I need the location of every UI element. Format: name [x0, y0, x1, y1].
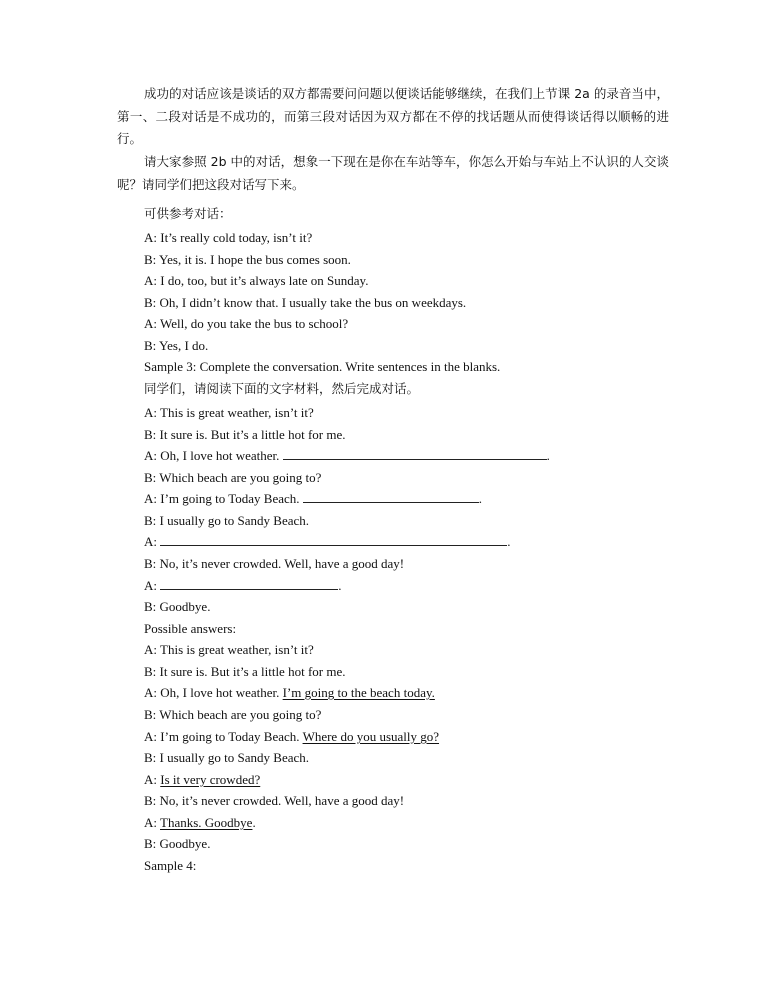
dialog-line: B: Yes, it is. I hope the bus comes soon. [144, 252, 351, 267]
answer-period: . [252, 815, 256, 830]
exercise-prompt: A: Oh, I love hot weather. [144, 448, 280, 463]
exercise-line: B: Goodbye. [144, 599, 211, 614]
answer-blank-1[interactable] [283, 447, 547, 460]
answer-prompt: A: Oh, I love hot weather. [144, 685, 280, 700]
answers-label: Possible answers: [144, 621, 237, 636]
exercise-line [144, 533, 511, 551]
sample3-title: Sample 3: Complete the conversation. Write sentences in the blanks. [144, 359, 501, 374]
exercise-line: B: I usually go to Sandy Beach. [144, 513, 310, 528]
answer-text: Is it very crowded? [160, 772, 261, 787]
answer-blank-2[interactable] [303, 490, 479, 503]
dialog-line: A: Well, do you take the bus to school? [144, 316, 349, 331]
answer-prompt: A: I’m going to Today Beach. [144, 729, 300, 744]
exercise-prompt: A: I’m going to Today Beach. [144, 491, 300, 506]
answer-line: B: I usually go to Sandy Beach. [144, 750, 310, 765]
answer-prompt: A: [144, 815, 157, 830]
blank-end: . [546, 448, 550, 463]
sample4-title: Sample 4: [144, 858, 197, 873]
answer-line: A: This is great weather, isn’t it? [144, 642, 314, 657]
dialog-line: B: Yes, I do. [144, 338, 209, 353]
reference-label: 可供参考对话： [144, 206, 232, 221]
exercise-line: B: No, it’s never crowded. Well, have a good day! [144, 556, 405, 571]
exercise-line: B: It sure is. But it’s a little hot for me. [144, 427, 346, 442]
exercise-prompt: A: [144, 578, 157, 593]
answer-line: B: It sure is. But it’s a little hot for me. [144, 664, 346, 679]
exercise-line [144, 490, 482, 508]
exercise-line: B: Which beach are you going to? [144, 470, 322, 485]
intro-paragraph-2: 请大家参照 2b 中的对话，想象一下现在是你在车站等车，你怎么开始与车站上不认识的人交谈呢？请同学们把这段对话写下来。 [117, 154, 669, 192]
answer-blank-3[interactable] [160, 533, 507, 546]
answer-line [144, 771, 260, 789]
answer-text: Thanks. Goodbye [160, 815, 253, 830]
answer-line [144, 684, 435, 702]
exercise-line: A: This is great weather, isn’t it? [144, 405, 314, 420]
answer-prompt: A: [144, 772, 157, 787]
exercise-prompt: A: [144, 534, 157, 549]
intro-paragraph-1: 成功的对话应该是谈话的双方都需要问问题以便谈话能够继续，在我们上节课 2a 的录音当中，第一、二段对话是不成功的，而第三段对话因为双方都在不停的找话题从而使得谈话得以顺畅的进行。 [117, 86, 669, 146]
answer-blank-4[interactable] [160, 577, 338, 590]
answer-line: B: No, it’s never crowded. Well, have a good day! [144, 793, 405, 808]
blank-end: . [478, 491, 483, 506]
exercise-line [144, 447, 550, 465]
answer-line [144, 814, 256, 832]
sample3-instruction: 同学们，请阅读下面的文字材料，然后完成对话。 [144, 381, 420, 396]
answer-text: Where do you usually go? [302, 729, 440, 744]
dialog-line: A: It’s really cold today, isn’t it? [144, 230, 313, 245]
answer-line [144, 728, 439, 746]
exercise-line [144, 577, 342, 595]
dialog-line: B: Oh, I didn’t know that. I usually take the bus on weekdays. [144, 295, 467, 310]
answer-line: B: Goodbye. [144, 836, 211, 851]
answer-text: I’m going to the beach today. [282, 685, 435, 700]
dialog-line: A: I do, too, but it’s always late on Sunday. [144, 273, 369, 288]
answer-line: B: Which beach are you going to? [144, 707, 322, 722]
blank-end: . [338, 578, 342, 593]
blank-end: . [507, 534, 511, 549]
